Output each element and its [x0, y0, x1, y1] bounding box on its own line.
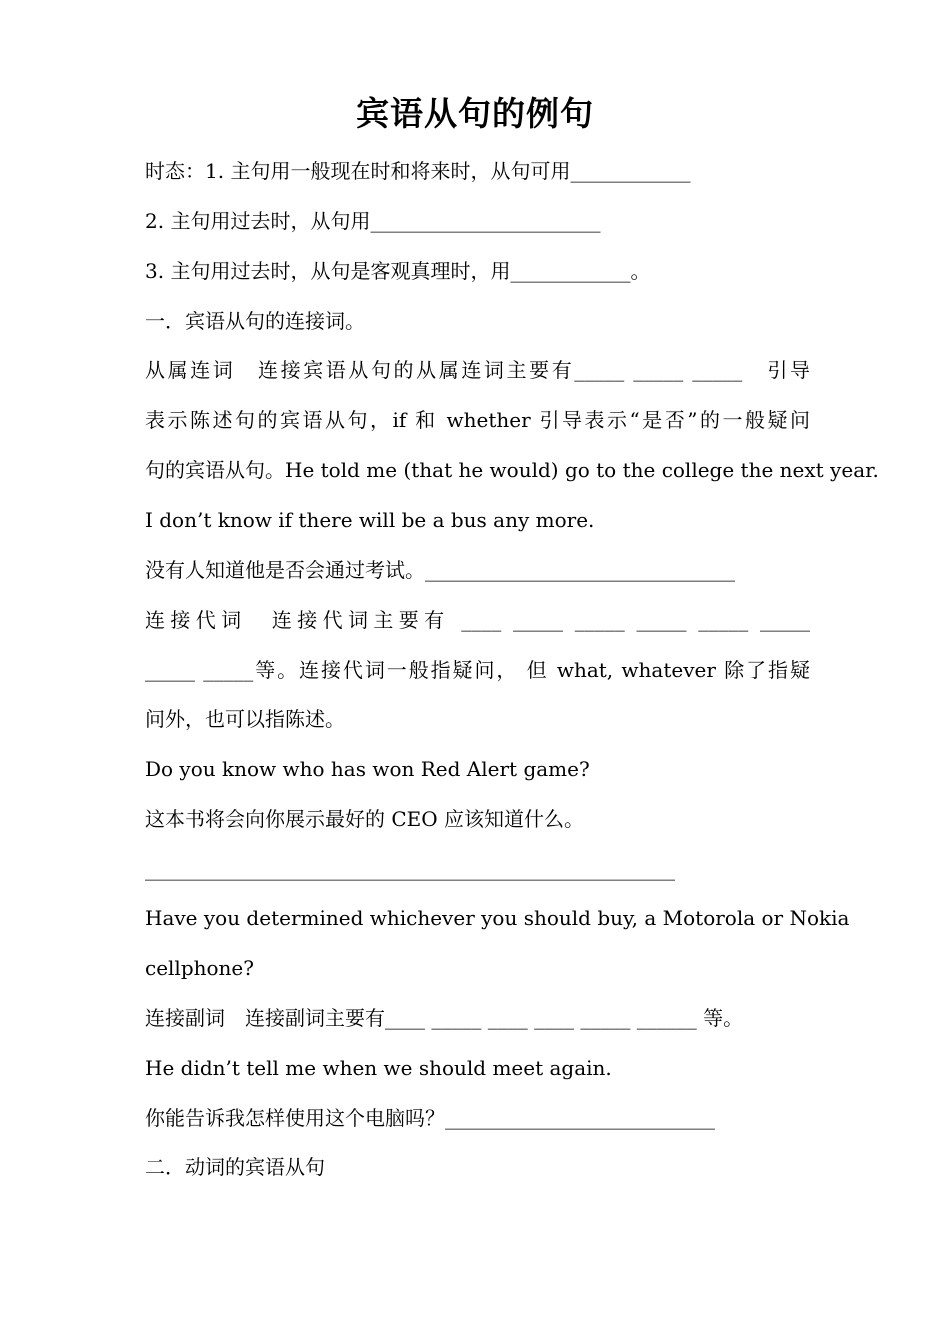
example-sentence-who: Do you know who has won Red Alert game?: [145, 757, 590, 781]
translation-exercise-3: 你能告诉我怎样使用这个电脑吗？___________________________: [145, 1106, 715, 1130]
translation-exercise-1: 没有人知道他是否会通过考试。_______________________________: [145, 558, 735, 582]
tense-rule-1: 时态：1. 主句用一般现在时和将来时，从句可用____________: [145, 159, 691, 183]
connective-pronouns-line: 连接代词 连接代词主要有 ____ _____ _____ _____ _____ _____: [145, 608, 810, 632]
answer-blank-line: _____________________________________________________: [145, 857, 675, 881]
tense-rule-2: 2. 主句用过去时，从句用_______________________: [145, 209, 601, 233]
document-title: 宾语从句的例句: [356, 94, 594, 133]
section-heading-verb-object-clauses: 二．动词的宾语从句: [145, 1155, 325, 1179]
subordinating-conjunctions-line: 从属连词 连接宾语从句的从属连词主要有_____ _____ _____ 引导: [145, 358, 810, 382]
conjunctions-example-line: 句的宾语从句。He told me (that he would) go to the college the next year.: [145, 458, 879, 482]
example-sentence-whichever: Have you determined whichever you should buy, a Motorola or Nokia: [145, 906, 850, 930]
example-sentence-whichever-end: cellphone?: [145, 956, 254, 980]
translation-exercise-2: 这本书将会向你展示最好的 CEO 应该知道什么。: [145, 807, 585, 831]
example-sentence-if: I don’t know if there will be a bus any more.: [145, 508, 595, 532]
example-sentence-when: He didn’t tell me when we should meet again.: [145, 1056, 612, 1080]
connective-adverbs-line: 连接副词 连接副词主要有____ _____ ____ ____ _____ ______ 等。: [145, 1006, 744, 1030]
tense-rule-3: 3. 主句用过去时，从句是客观真理时，用____________。: [145, 259, 651, 283]
conjunctions-explanation-line: 表示陈述句的宾语从句，if 和 whether 引导表示“是否”的一般疑问: [145, 408, 810, 432]
section-heading-connectives: 一．宾语从句的连接词。: [145, 309, 365, 333]
connective-pronouns-explanation-end: 问外，也可以指陈述。: [145, 707, 345, 731]
connective-pronouns-explanation: _____ _____等。连接代词一般指疑问， 但 what, whatever 除了指疑: [145, 658, 810, 682]
